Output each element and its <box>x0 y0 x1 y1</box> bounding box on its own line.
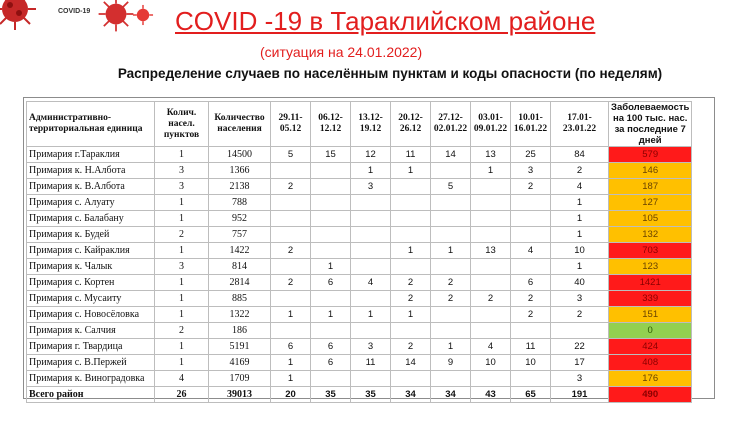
cell-week <box>551 323 609 339</box>
cell-settlements: 3 <box>155 163 209 179</box>
cell-week: 15 <box>311 147 351 163</box>
cell-week <box>471 179 511 195</box>
table-row <box>27 275 692 291</box>
cell-population: 757 <box>209 227 271 243</box>
cell-settlements: 2 <box>155 323 209 339</box>
cell-week <box>351 211 391 227</box>
virus-icon <box>96 0 136 34</box>
page-title: COVID -19 в Тараклийском районе <box>175 6 596 36</box>
cell-week <box>271 163 311 179</box>
table-heading: Распределение случаев по населённым пунктам и коды опасности (по неделям) <box>117 66 663 81</box>
cell-week: 5 <box>271 147 311 163</box>
cell-rate: 132 <box>609 227 692 243</box>
cell-week <box>391 211 431 227</box>
cell-week: 6 <box>511 275 551 291</box>
cell-week: 3 <box>551 291 609 307</box>
cell-population: 39013 <box>209 387 271 403</box>
cell-week: 1 <box>391 163 431 179</box>
header-cell: 03.01-09.01.22 <box>471 102 511 147</box>
cell-week <box>471 195 511 211</box>
cell-week: 2 <box>431 275 471 291</box>
cell-week <box>511 323 551 339</box>
cell-week: 20 <box>271 387 311 403</box>
cell-week: 10 <box>471 355 511 371</box>
cell-week <box>511 259 551 275</box>
table-row <box>27 291 692 307</box>
cell-week <box>271 227 311 243</box>
cell-week <box>471 307 511 323</box>
cell-rate: 151 <box>609 307 692 323</box>
cell-week <box>271 259 311 275</box>
cell-settlements: 1 <box>155 275 209 291</box>
cell-week <box>471 371 511 387</box>
cell-population: 814 <box>209 259 271 275</box>
logo-text: COVID-19 <box>58 8 91 15</box>
cell-population: 1709 <box>209 371 271 387</box>
cell-week <box>351 259 391 275</box>
cell-week: 1 <box>431 339 471 355</box>
header-cell: Административно-территориальная единица <box>27 102 155 147</box>
cell-week <box>391 179 431 195</box>
cell-week <box>511 371 551 387</box>
cell-name: Всего район <box>27 387 155 403</box>
cell-settlements: 1 <box>155 195 209 211</box>
cell-week <box>391 371 431 387</box>
table-row <box>27 371 692 387</box>
cell-population: 14500 <box>209 147 271 163</box>
cell-week: 2 <box>511 179 551 195</box>
cell-week: 1 <box>551 227 609 243</box>
cell-week <box>311 211 351 227</box>
cell-week <box>311 163 351 179</box>
cell-week: 1 <box>311 307 351 323</box>
table-row <box>27 163 692 179</box>
cell-week: 4 <box>351 275 391 291</box>
cell-week: 14 <box>391 355 431 371</box>
cell-name: Примария с. Мусаиту <box>27 291 155 307</box>
cell-week: 1 <box>351 163 391 179</box>
cell-week <box>311 195 351 211</box>
header-cell: 13.12-19.12 <box>351 102 391 147</box>
cell-week: 3 <box>551 371 609 387</box>
cell-week: 2 <box>431 291 471 307</box>
virus-icon <box>0 0 38 32</box>
cell-rate: 0 <box>609 323 692 339</box>
cell-name: Примария с. Балабану <box>27 211 155 227</box>
cell-name: Примария с. В.Пержей <box>27 355 155 371</box>
cell-name: Примария с. Новосёловка <box>27 307 155 323</box>
cell-population: 2814 <box>209 275 271 291</box>
cell-name: Примария с. Кортен <box>27 275 155 291</box>
cell-week <box>431 227 471 243</box>
cell-week: 2 <box>271 179 311 195</box>
cell-rate: 176 <box>609 371 692 387</box>
cell-name: Примария к. Будей <box>27 227 155 243</box>
cell-week <box>471 275 511 291</box>
cell-week <box>511 195 551 211</box>
cell-name: Примария с. Кайраклия <box>27 243 155 259</box>
cell-week: 40 <box>551 275 609 291</box>
header-cell: Заболеваемость на 100 тыс. нас. за последние 7 дней <box>609 102 692 147</box>
cell-name: Примария к. Салчия <box>27 323 155 339</box>
table-row <box>27 323 692 339</box>
cell-week <box>351 227 391 243</box>
cell-week: 2 <box>271 243 311 259</box>
cell-week: 11 <box>351 355 391 371</box>
cell-week <box>431 371 471 387</box>
table-row <box>27 355 692 371</box>
cell-week: 9 <box>431 355 471 371</box>
cell-week: 2 <box>271 275 311 291</box>
header-cell: 17.01-23.01.22 <box>551 102 609 147</box>
cell-population: 4169 <box>209 355 271 371</box>
table-row <box>27 179 692 195</box>
cell-week: 1 <box>431 243 471 259</box>
cell-name: Примария г.Тараклия <box>27 147 155 163</box>
cell-rate: 146 <box>609 163 692 179</box>
cell-week <box>471 323 511 339</box>
cell-rate: 187 <box>609 179 692 195</box>
cell-week <box>391 259 431 275</box>
table-row <box>27 339 692 355</box>
cell-week: 191 <box>551 387 609 403</box>
cell-week: 2 <box>511 291 551 307</box>
cell-population: 186 <box>209 323 271 339</box>
cell-week: 43 <box>471 387 511 403</box>
cell-population: 952 <box>209 211 271 227</box>
cell-name: Примария к. Виноградовка <box>27 371 155 387</box>
cell-name: Примария к. Н.Албота <box>27 163 155 179</box>
cell-week <box>431 259 471 275</box>
cell-week <box>351 243 391 259</box>
cell-week <box>511 227 551 243</box>
cell-week: 1 <box>471 163 511 179</box>
cell-week: 2 <box>391 339 431 355</box>
cell-settlements: 3 <box>155 179 209 195</box>
cell-week <box>311 323 351 339</box>
cell-population: 1366 <box>209 163 271 179</box>
cell-week: 2 <box>551 163 609 179</box>
cell-week: 4 <box>471 339 511 355</box>
cell-week: 1 <box>551 195 609 211</box>
table-row <box>27 227 692 243</box>
cell-population: 788 <box>209 195 271 211</box>
cell-name: Примария г. Твардица <box>27 339 155 355</box>
cell-rate: 127 <box>609 195 692 211</box>
page-subtitle: (ситуация на 24.01.2022) <box>260 44 423 60</box>
header-cell: 20.12-26.12 <box>391 102 431 147</box>
cell-settlements: 2 <box>155 227 209 243</box>
header-cell: 27.12-02.01.22 <box>431 102 471 147</box>
cell-week: 6 <box>311 339 351 355</box>
cell-week: 84 <box>551 147 609 163</box>
total-row <box>27 387 692 403</box>
header-row <box>27 102 692 147</box>
header-cell: 29.11-05.12 <box>271 102 311 147</box>
cell-settlements: 3 <box>155 259 209 275</box>
cell-population: 1422 <box>209 243 271 259</box>
cell-week: 2 <box>551 307 609 323</box>
cell-rate: 579 <box>609 147 692 163</box>
header-cell: Количество населения <box>209 102 271 147</box>
cell-week: 6 <box>271 339 311 355</box>
cell-week <box>431 323 471 339</box>
cell-week: 3 <box>351 339 391 355</box>
cell-week <box>511 211 551 227</box>
cell-week: 34 <box>391 387 431 403</box>
cell-settlements: 1 <box>155 339 209 355</box>
cell-week <box>351 195 391 211</box>
cell-week: 1 <box>271 355 311 371</box>
cell-week <box>271 323 311 339</box>
cell-week: 1 <box>551 259 609 275</box>
cell-week: 13 <box>471 147 511 163</box>
cell-name: Примария с. Алуату <box>27 195 155 211</box>
table-row <box>27 211 692 227</box>
cell-population: 2138 <box>209 179 271 195</box>
covid-logo <box>0 0 160 34</box>
cell-week <box>351 371 391 387</box>
cell-week: 5 <box>431 179 471 195</box>
cell-week <box>271 195 311 211</box>
cell-rate: 424 <box>609 339 692 355</box>
cell-week: 1 <box>271 307 311 323</box>
table-row <box>27 147 692 163</box>
cell-settlements: 1 <box>155 147 209 163</box>
cell-week: 14 <box>431 147 471 163</box>
cell-rate: 490 <box>609 387 692 403</box>
cell-week <box>391 323 431 339</box>
cell-week: 1 <box>391 243 431 259</box>
cell-week: 1 <box>391 307 431 323</box>
header-cell: 06.12-12.12 <box>311 102 351 147</box>
cell-week <box>431 195 471 211</box>
cell-week: 3 <box>511 163 551 179</box>
cell-rate: 339 <box>609 291 692 307</box>
cell-week: 10 <box>551 243 609 259</box>
cell-week: 13 <box>471 243 511 259</box>
cell-week: 2 <box>471 291 511 307</box>
cell-week: 11 <box>511 339 551 355</box>
cell-week: 2 <box>511 307 551 323</box>
cell-week <box>271 291 311 307</box>
cell-rate: 408 <box>609 355 692 371</box>
cell-week <box>471 227 511 243</box>
cell-week <box>471 259 511 275</box>
cell-week: 1 <box>311 259 351 275</box>
cell-name: Примария к. Чалык <box>27 259 155 275</box>
cell-population: 5191 <box>209 339 271 355</box>
cell-week <box>271 211 311 227</box>
cell-week: 35 <box>351 387 391 403</box>
cell-settlements: 1 <box>155 243 209 259</box>
cell-rate: 105 <box>609 211 692 227</box>
cell-week: 11 <box>391 147 431 163</box>
cell-settlements: 26 <box>155 387 209 403</box>
cell-week: 12 <box>351 147 391 163</box>
table-row <box>27 243 692 259</box>
cell-rate: 1421 <box>609 275 692 291</box>
cell-rate: 123 <box>609 259 692 275</box>
cell-week: 3 <box>351 179 391 195</box>
virus-icon <box>132 4 154 26</box>
cell-week: 1 <box>271 371 311 387</box>
cell-population: 885 <box>209 291 271 307</box>
cell-population: 1322 <box>209 307 271 323</box>
header-cell: Колич. насел. пунктов <box>155 102 209 147</box>
cell-week <box>431 163 471 179</box>
table-body <box>27 147 692 403</box>
cell-name: Примария к. В.Албота <box>27 179 155 195</box>
cell-settlements: 1 <box>155 211 209 227</box>
table-row <box>27 195 692 211</box>
cell-week <box>471 211 511 227</box>
cell-week <box>431 211 471 227</box>
cell-week: 6 <box>311 355 351 371</box>
cell-week <box>391 227 431 243</box>
cell-week: 2 <box>391 291 431 307</box>
cell-week: 1 <box>551 211 609 227</box>
cell-week: 17 <box>551 355 609 371</box>
cell-week <box>311 227 351 243</box>
header-cell: 10.01-16.01.22 <box>511 102 551 147</box>
cell-week: 4 <box>511 243 551 259</box>
cell-week <box>311 371 351 387</box>
cell-week: 6 <box>311 275 351 291</box>
cell-week: 1 <box>351 307 391 323</box>
table-row <box>27 307 692 323</box>
cell-week: 34 <box>431 387 471 403</box>
cell-settlements: 4 <box>155 371 209 387</box>
cell-week <box>311 291 351 307</box>
cell-week: 25 <box>511 147 551 163</box>
cell-settlements: 1 <box>155 307 209 323</box>
cell-week <box>351 323 391 339</box>
cell-week <box>311 243 351 259</box>
table-row <box>27 259 692 275</box>
cell-week: 2 <box>391 275 431 291</box>
cell-week: 10 <box>511 355 551 371</box>
cell-settlements: 1 <box>155 291 209 307</box>
cell-week <box>431 307 471 323</box>
cell-week <box>351 291 391 307</box>
cell-week <box>391 195 431 211</box>
cases-table <box>26 101 692 403</box>
cell-week: 65 <box>511 387 551 403</box>
cell-week: 22 <box>551 339 609 355</box>
cell-week: 4 <box>551 179 609 195</box>
cell-week <box>311 179 351 195</box>
cell-rate: 703 <box>609 243 692 259</box>
cell-week: 35 <box>311 387 351 403</box>
cell-settlements: 1 <box>155 355 209 371</box>
